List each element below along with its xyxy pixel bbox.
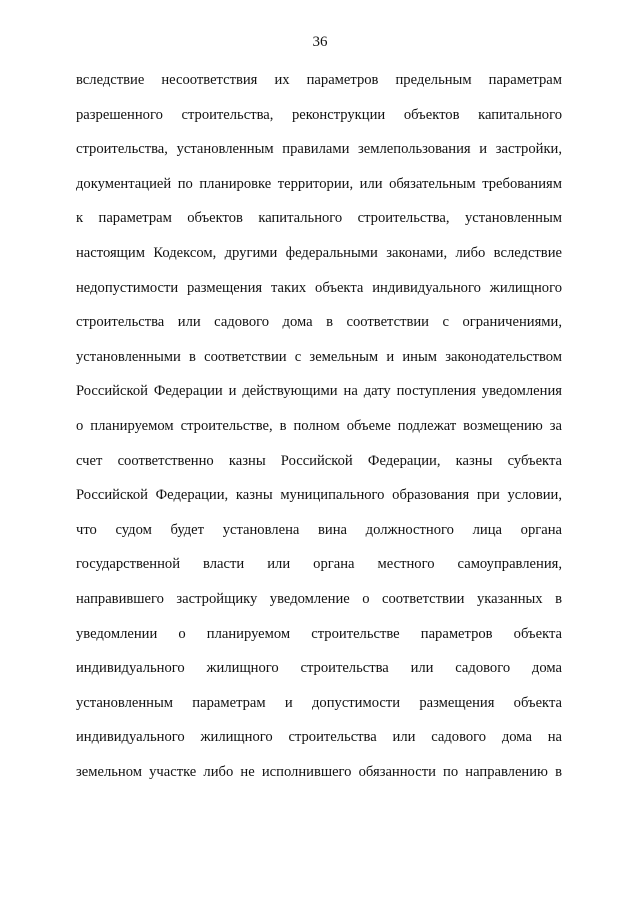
text-line: к параметрам объектов капитального строительства, установленным	[76, 210, 562, 227]
text-line: что судом будет установлена вина должностного лица органа	[76, 521, 562, 538]
text-line: государственной власти или органа местного самоуправления,	[76, 556, 562, 573]
text-line: Российской Федерации, казны муниципального образования при условии,	[76, 487, 562, 504]
text-line: направившего застройщику уведомление о соответствии указанных в	[76, 590, 562, 607]
text-line: индивидуального жилищного строительства или садового дома на	[76, 729, 562, 746]
text-line: счет соответственно казны Российской Федерации, казны субъекта	[76, 452, 562, 469]
body-text	[76, 71, 562, 797]
text-line: строительства, установленным правилами землепользования и застройки,	[76, 141, 562, 158]
text-line: документацией по планировке территории, или обязательным требованиям	[76, 175, 562, 192]
text-line: недопустимости размещения таких объекта индивидуального жилищного	[76, 279, 562, 296]
text-line: уведомлении о планируемом строительстве параметров объекта	[76, 625, 562, 642]
text-line: установленными в соответствии с земельным и иным законодательством	[76, 348, 562, 365]
text-line: настоящим Кодексом, другими федеральными законами, либо вследствие	[76, 244, 562, 261]
text-line: Российской Федерации и действующими на дату поступления уведомления	[76, 383, 562, 400]
text-line: строительства или садового дома в соответствии с ограничениями,	[76, 314, 562, 331]
page-number: 36	[312, 34, 328, 50]
text-line: индивидуального жилищного строительства или садового дома	[76, 660, 562, 677]
text-line: вследствие несоответствия их параметров предельным параметрам	[76, 72, 562, 88]
text-line: о планируемом строительстве, в полном объеме подлежат возмещению за	[76, 417, 562, 434]
text-line: земельном участке либо не исполнившего обязанности по направлению в	[76, 763, 562, 780]
text-line: разрешенного строительства, реконструкции объектов капитального	[76, 106, 562, 123]
text-line: установленным параметрам и допустимости размещения объекта	[76, 694, 562, 711]
